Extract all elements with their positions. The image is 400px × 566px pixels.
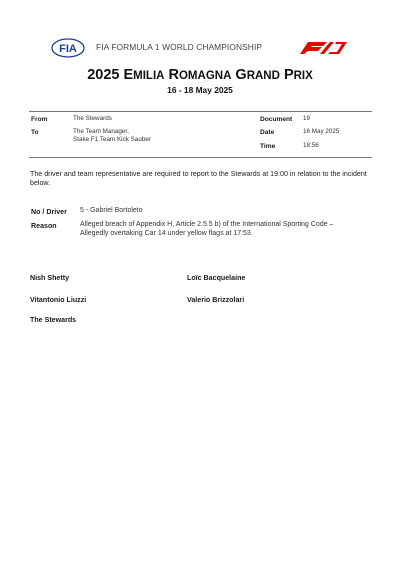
from-label: From [31,116,48,123]
f1-logo-icon [300,41,348,55]
reason-label: Reason [31,222,57,230]
to-value-line2: Stake F1 Team Kick Sauber [73,136,151,143]
divider-bottom [29,157,372,158]
event-dates: 16 - 18 May 2025 [167,85,233,95]
date-value: 16 May 2025 [303,128,340,135]
no-driver-value: 5 - Gabriel Bortoleto [80,207,143,214]
steward-signature-4: Valerio Brizzolari [187,296,245,304]
date-label: Date [260,129,275,136]
reason-line2: Allegedly overtaking Car 14 under yellow flags at 17:53. [80,230,253,237]
intro-paragraph: The driver and team representative are required to report to the Stewards at 19:00 in relation to the incident below. [30,170,367,187]
to-value-line1: The Team Manager, [73,128,129,135]
no-driver-label: No / Driver [31,208,67,216]
reason-line1: Alleged breach of Appendix H, Article 2.5.5 b) of the International Sporting Code – [80,221,334,228]
championship-name: FIA FORMULA 1 WORLD CHAMPIONSHIP [96,42,263,52]
to-label: To [31,129,39,136]
svg-text:FIA: FIA [59,43,77,55]
event-title [0,67,400,83]
time-label: Time [260,143,276,150]
fia-logo-icon [51,38,85,58]
divider-top [29,111,372,112]
steward-signature-1: Nish Shetty [30,274,70,282]
steward-signature-3: Vitantonio Liuzzi [30,296,87,304]
title-word-1: EMILIA [123,67,165,83]
title-word-2: ROMAGNA [168,67,232,83]
steward-signature-2: Loïc Bacquelaine [187,274,246,282]
document-label: Document [260,116,293,123]
title-year: 2025 [87,67,120,83]
title-word-4: PRIX [283,67,313,83]
stewards-footer: The Stewards [30,316,77,324]
time-value: 18:56 [303,142,319,149]
title-word-3: GRAND [235,67,280,83]
from-value: The Stewards [73,115,112,122]
document-value: 19 [303,115,311,122]
